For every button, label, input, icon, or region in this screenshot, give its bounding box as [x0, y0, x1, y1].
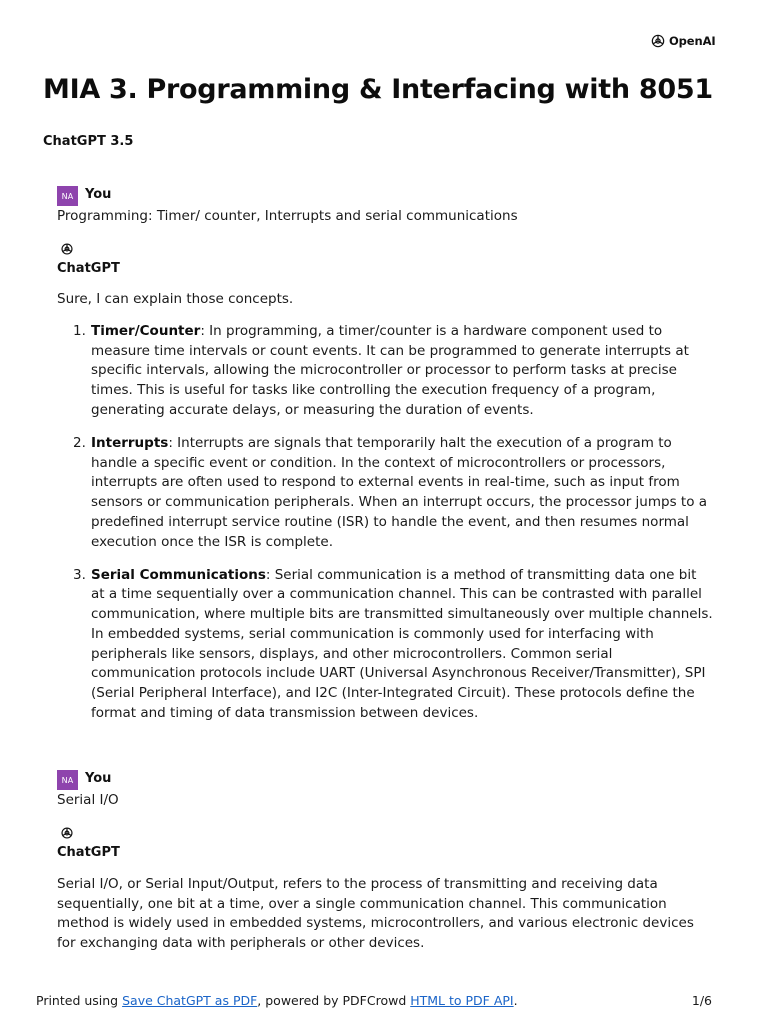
- footer-suffix: .: [513, 993, 518, 1008]
- list-text: : In programming, a timer/counter is a hardware component used to measure time intervals or count events. It can be programmed to generate interrupts at specific intervals, allowing the microcontroller or processor to perform tasks at precise times. This is useful for tasks like controlling the execution frequency of a program, generating accurate delays, or measuring the duration of events.: [91, 323, 689, 418]
- list-term: Interrupts: [91, 435, 169, 452]
- chatgpt-icon: [60, 242, 74, 256]
- footer-middle: , powered by PDFCrowd: [257, 993, 411, 1008]
- html-to-pdf-link[interactable]: HTML to PDF API: [410, 993, 514, 1008]
- list-term: Timer/Counter: [91, 323, 201, 339]
- assistant-name: ChatGPT: [57, 845, 120, 860]
- model-label: ChatGPT 3.5: [43, 134, 134, 149]
- list-number: 3.: [73, 566, 86, 583]
- footer-prefix: Printed using: [36, 993, 123, 1008]
- footer: [36, 993, 712, 1008]
- user-name: You: [85, 187, 112, 202]
- assistant-name: ChatGPT: [57, 261, 120, 276]
- page-title: MIA 3. Programming & Interfacing with 8051: [43, 74, 713, 105]
- openai-logo-icon: [650, 33, 666, 49]
- list-text: : Interrupts are signals that temporarily halt the execution of a program to handle a specific event or condition. In the context of microcontrollers or processors, interrupts are often used to respond to external events in real-time, such as input from sensors or communication peripherals. When an interrupt occurs, the processor jumps to a predefined interrupt service routine (ISR) to handle the event, and then resumes normal execution once the ISR is complete.: [91, 435, 708, 550]
- assistant-intro: Sure, I can explain those concepts.: [57, 291, 294, 307]
- user-avatar: NA: [57, 770, 78, 790]
- page-number: 1/6: [691, 993, 712, 1008]
- openai-logo: [650, 33, 716, 49]
- openai-brand-text: OpenAI: [669, 34, 716, 48]
- list-term: Serial Communications: [91, 566, 266, 583]
- list-text: : Serial communication is a method of transmitting data one bit at a time sequentially over a communication channel. This can be contrasted with parallel communication, where multiple bits are transmitted simultaneously over multiple channels. In embedded systems, serial communication is commonly used for interfacing with peripherals like sensors, displays, and other microcontrollers. Common serial communication protocols include UART (Universal Asynchronous Receiver/Transmitter), SPI (Serial Peripheral Interface), and I2C (Inter-Integrated Circuit). These protocols define the format and timing of data transmission between devices.: [91, 566, 713, 721]
- list-item: [73, 566, 713, 724]
- list-item: [73, 434, 713, 552]
- assistant-answer: Serial I/O, or Serial Input/Output, refers to the process of transmitting and receiving data sequentially, one bit at a time, over a single communication channel. This communication method is widely used in embedded systems, microcontrollers, and various electronic devices for exchanging data with peripherals or other devices.: [57, 876, 694, 952]
- user-name: You: [85, 771, 112, 786]
- user-message: Programming: Timer/ counter, Interrupts and serial communications: [57, 208, 518, 224]
- list-number: 1.: [73, 323, 86, 339]
- list-item: [73, 322, 713, 421]
- user-message: Serial I/O: [57, 792, 119, 808]
- chatgpt-icon: [60, 826, 74, 840]
- list-number: 2.: [73, 435, 86, 452]
- save-chatgpt-link[interactable]: Save ChatGPT as PDF: [122, 993, 258, 1008]
- user-avatar: NA: [57, 186, 78, 206]
- answer-list: [57, 322, 713, 737]
